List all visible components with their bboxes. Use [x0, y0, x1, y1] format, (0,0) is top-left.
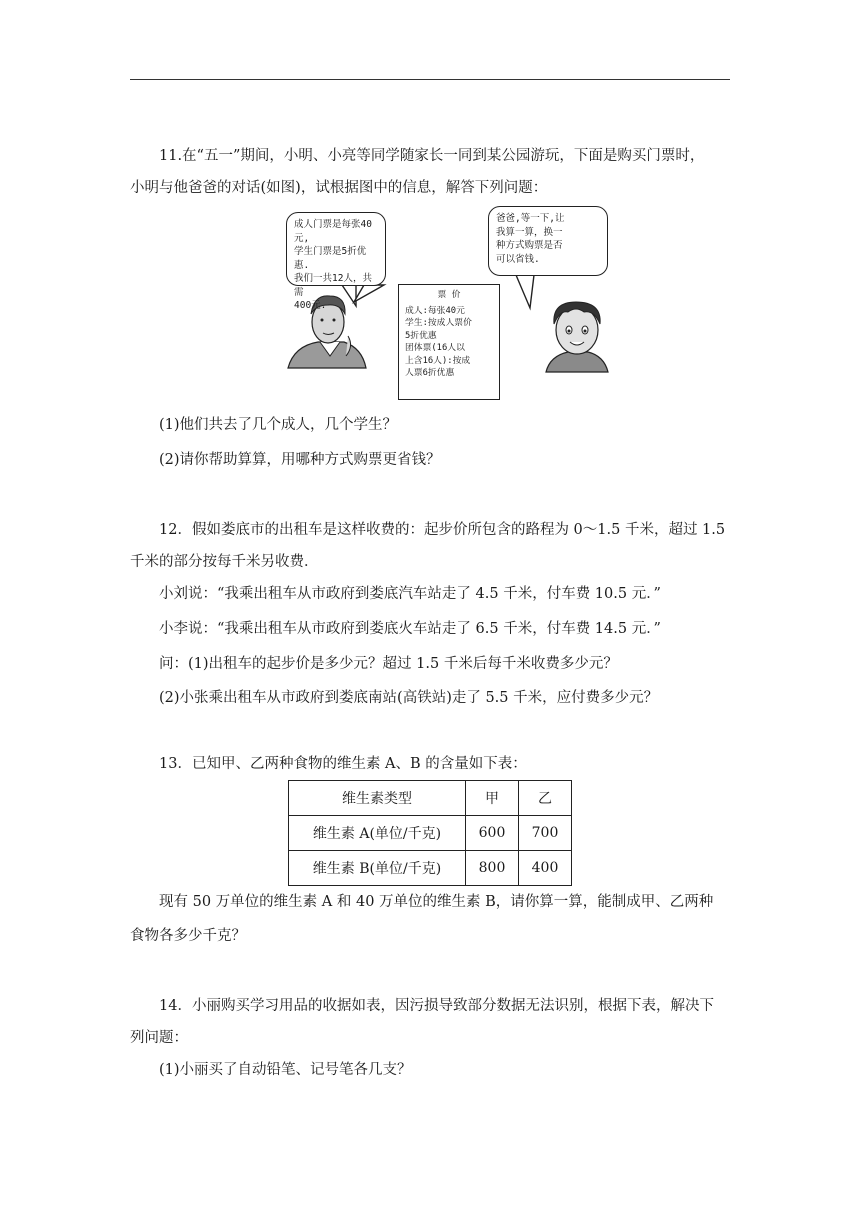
ticket-price-board — [398, 284, 500, 400]
table-cell: 800 — [466, 851, 519, 886]
table-cell: 700 — [519, 816, 572, 851]
q11-figure — [284, 206, 628, 402]
q11-line-1: 11.在“五一”期间，小明、小亮等同学随家长一同到某公园游玩，下面是购买门票时， — [159, 148, 705, 164]
table-cell: 维生素 A(单位/千克) — [289, 816, 466, 851]
header-rule — [130, 79, 730, 80]
q12-line-3: 小刘说：“我乘出租车从市政府到娄底汽车站走了 4.5 千米，付车费 10.5 元．” — [159, 586, 661, 602]
father-speech-bubble: 成人门票是每张40元, 学生门票是5折优惠. 我们一共12人，共需 400元. — [286, 212, 386, 286]
table-row — [289, 816, 572, 851]
ticket-title: 票 价 — [437, 290, 461, 300]
q11-sub-2: (2)请你帮助算算，用哪种方式购票更省钱？ — [159, 452, 441, 468]
boy-icon — [546, 302, 608, 372]
ticket-body: 成人:每张40元 学生:按成人票价 5折优惠 团体票(16人以 上含16人):按成 人票6折优惠 — [405, 305, 472, 378]
q11-line-2: 小明与他爸爸的对话(如图)，试根据图中的信息，解答下列问题： — [130, 180, 548, 196]
table-cell: 维生素 B(单位/千克) — [289, 851, 466, 886]
q12-line-4: 小李说：“我乘出租车从市政府到娄底火车站走了 6.5 千米，付车费 14.5 元．” — [159, 621, 661, 637]
q12-line-6: (2)小张乘出租车从市政府到娄底南站(高铁站)走了 5.5 千米，应付费多少元？ — [159, 690, 659, 706]
q12-line-2: 千米的部分按每千米另收费． — [130, 554, 319, 570]
son-speech-bubble: 爸爸,等一下,让 我算一算，换一 种方式购票是否 可以省钱. — [488, 206, 608, 276]
q14-line-1: 14．小丽购买学习用品的收据如表，因污损导致部分数据无法识别，根据下表，解决下 — [159, 998, 714, 1014]
q14-line-3: (1)小丽买了自动铅笔、记号笔各几支？ — [159, 1062, 412, 1078]
q13-line-2: 现有 50 万单位的维生素 A 和 40 万单位的维生素 B，请你算一算，能制成甲、乙两种 — [159, 894, 714, 910]
table-header-cell: 甲 — [466, 781, 519, 816]
table-row — [289, 851, 572, 886]
son-bubble-tail — [516, 275, 534, 308]
table-header-cell: 维生素类型 — [289, 781, 466, 816]
table-cell: 400 — [519, 851, 572, 886]
vitamin-table — [288, 780, 572, 886]
table-header-row — [289, 781, 572, 816]
q14-line-2: 列问题： — [130, 1030, 188, 1046]
table-cell: 600 — [466, 816, 519, 851]
q12-line-5: 问：(1)出租车的起步价是多少元？超过 1.5 千米后每千米收费多少元？ — [159, 656, 618, 672]
q13-line-3: 食物各多少千克？ — [130, 928, 246, 944]
q12-line-1: 12．假如娄底市的出租车是这样收费的：起步价所包含的路程为 0～1.5 千米，超过 1.5 — [159, 522, 726, 538]
table-header-cell: 乙 — [519, 781, 572, 816]
q13-line-1: 13．已知甲、乙两种食物的维生素 A、B 的含量如下表： — [159, 756, 527, 772]
q11-sub-1: (1)他们共去了几个成人，几个学生？ — [159, 417, 398, 433]
